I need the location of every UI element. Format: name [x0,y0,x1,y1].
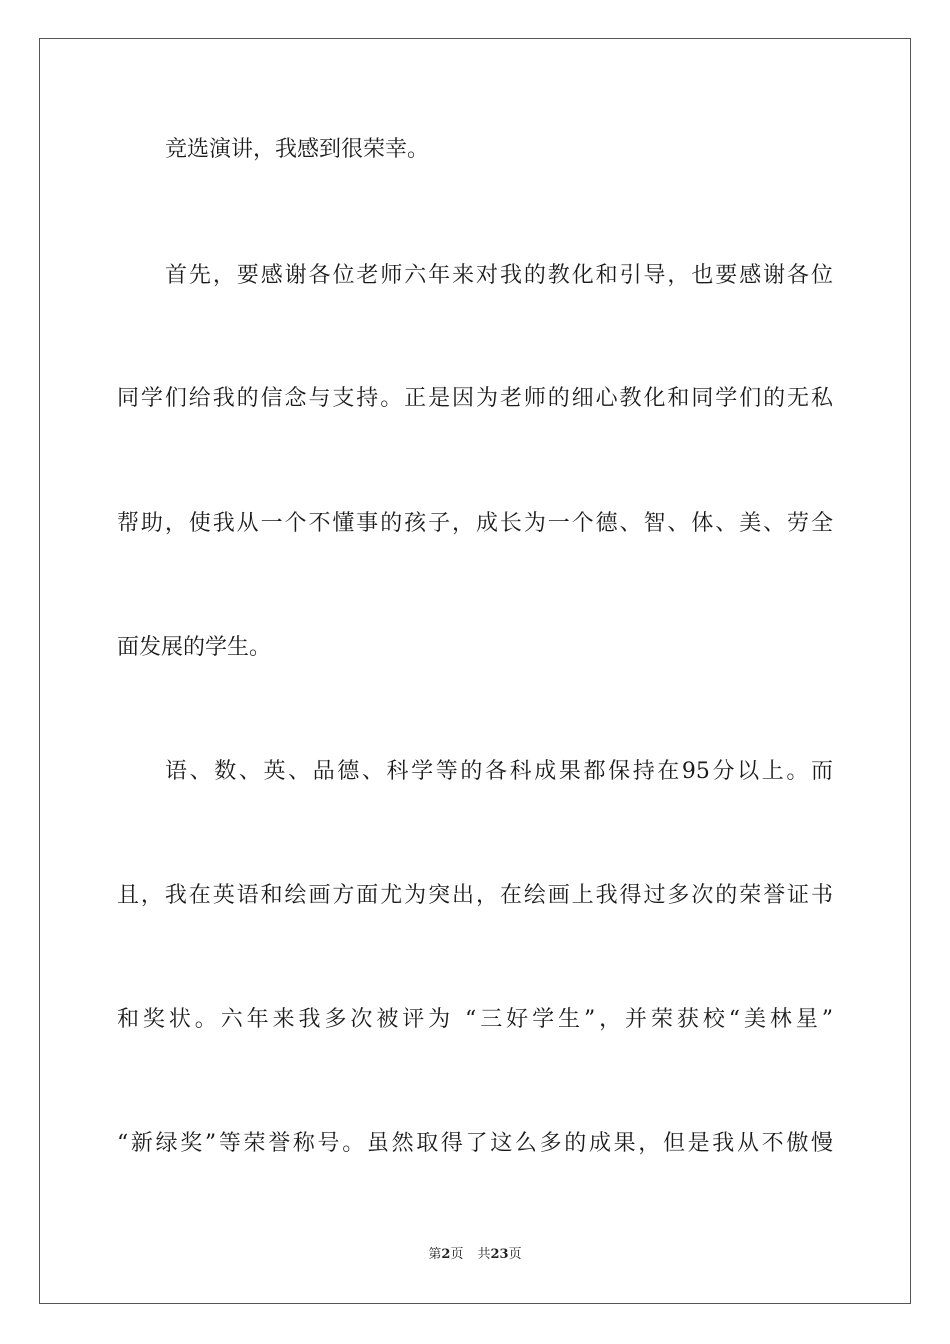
paragraph-line: 同学们给我的信念与支持。正是因为老师的细心教化和同学们的无私 [117,386,833,411]
page-prefix: 第 [428,1247,442,1262]
total-suffix: 页 [508,1247,522,1262]
paragraph-line: 竞选演讲，我感到很荣幸。 [165,137,430,162]
total-prefix: 共 [477,1247,491,1262]
page-current: 2 [441,1247,451,1262]
paragraph-line: 和奖状。六年来我多次被评为 “三好学生”，并荣获校“美林星” [117,1007,833,1032]
paragraph-line: 语、数、英、品德、科学等的各科成果都保持在95分以上。而 [165,759,833,784]
paragraph-line: “新绿奖”等荣誉称号。虽然取得了这么多的成果，但是我从不傲慢 [117,1131,833,1156]
page-border [39,38,911,1304]
page-suffix: 页 [450,1247,464,1262]
paragraph-line: 且，我在英语和绘画方面尤为突出，在绘画上我得过多次的荣誉证书 [117,883,833,908]
paragraph-line: 面发展的学生。 [117,635,272,660]
paragraph-line: 首先，要感谢各位老师六年来对我的教化和引导，也要感谢各位 [165,263,833,288]
page-total: 23 [490,1247,509,1262]
paragraph-line: 帮助，使我从一个不懂事的孩子，成长为一个德、智、体、美、劳全 [117,511,833,536]
page-footer [0,1246,950,1264]
